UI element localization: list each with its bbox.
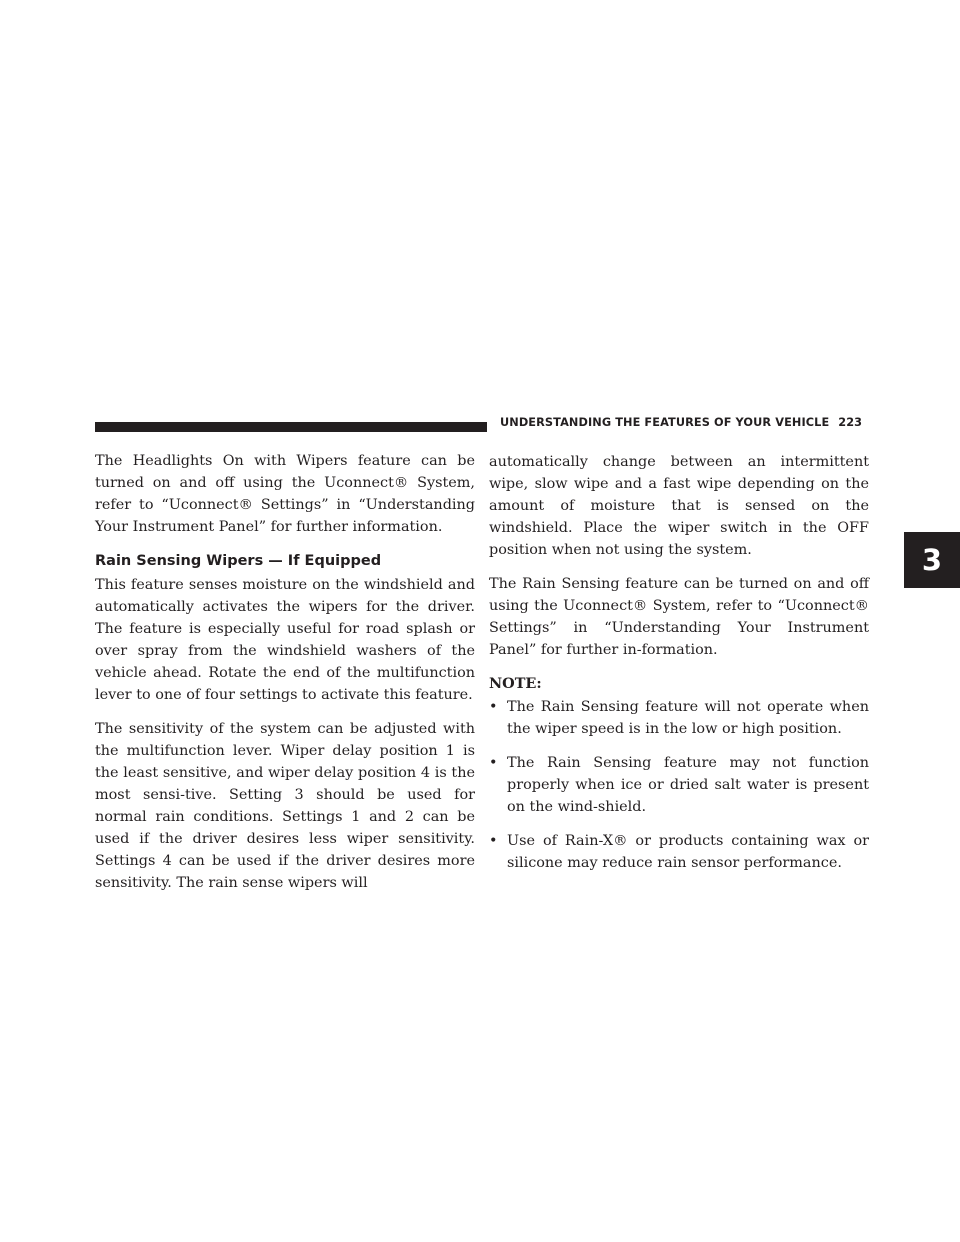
note-label: NOTE: xyxy=(489,675,542,692)
chapter-tab: 3 xyxy=(904,532,960,588)
right-column xyxy=(489,451,869,886)
page-number: 223 xyxy=(838,416,863,429)
bullet-icon: • xyxy=(489,699,498,715)
note-text: Use of Rain-X® or products containing wax or silicone may reduce rain sensor performance. xyxy=(507,833,869,871)
intro-paragraph: The Headlights On with Wipers feature can be turned on and off using the Uconnect® System, refer to “Uconnect® Settings” in “Understanding Your Instrument Panel” for further information. xyxy=(95,453,475,535)
bullet-icon: • xyxy=(489,833,498,849)
left-column xyxy=(95,450,475,906)
paragraph: The Rain Sensing feature can be turned on and off using the Uconnect® System, refer to “Uconnect® Settings” in “Understanding Your Instrument Panel” for further in-formation. xyxy=(489,576,869,658)
paragraph: This feature senses moisture on the windshield and automatically activates the wipers for the driver. The feature is especially useful for road splash or over spray from the windshield washers of the vehicle ahead. Rotate the end of the multifunction lever to one of four settings to activate this feature. xyxy=(95,577,475,703)
paragraph: automatically change between an intermittent wipe, slow wipe and a fast wipe depending on the amount of moisture that is sensed on the windshield. Place the wiper switch in the OFF position when not using the system. xyxy=(489,454,869,558)
section-title: UNDERSTANDING THE FEATURES OF YOUR VEHICLE xyxy=(500,416,830,429)
section-heading: Rain Sensing Wipers — If Equipped xyxy=(95,553,382,569)
note-text: The Rain Sensing feature will not operate when the wiper speed is in the low or high position. xyxy=(507,699,869,737)
paragraph: The sensitivity of the system can be adjusted with the multifunction lever. Wiper delay position 1 is the least sensitive, and wiper delay position 4 is the most sensi-tive. Setting 3 should be used for normal rain conditions. Settings 1 and 2 can be used if the driver desires less wiper sensitivity. Settings 4 can be used if the driver desires more sensitivity. The rain sense wipers will xyxy=(95,721,475,891)
note-list xyxy=(489,696,869,874)
list-item xyxy=(489,752,869,818)
bullet-icon: • xyxy=(489,755,498,771)
header-rule xyxy=(95,422,487,432)
running-header xyxy=(500,416,862,429)
list-item xyxy=(489,696,869,740)
list-item xyxy=(489,830,869,874)
note-text: The Rain Sensing feature may not function properly when ice or dried salt water is present on the wind-shield. xyxy=(507,755,869,815)
